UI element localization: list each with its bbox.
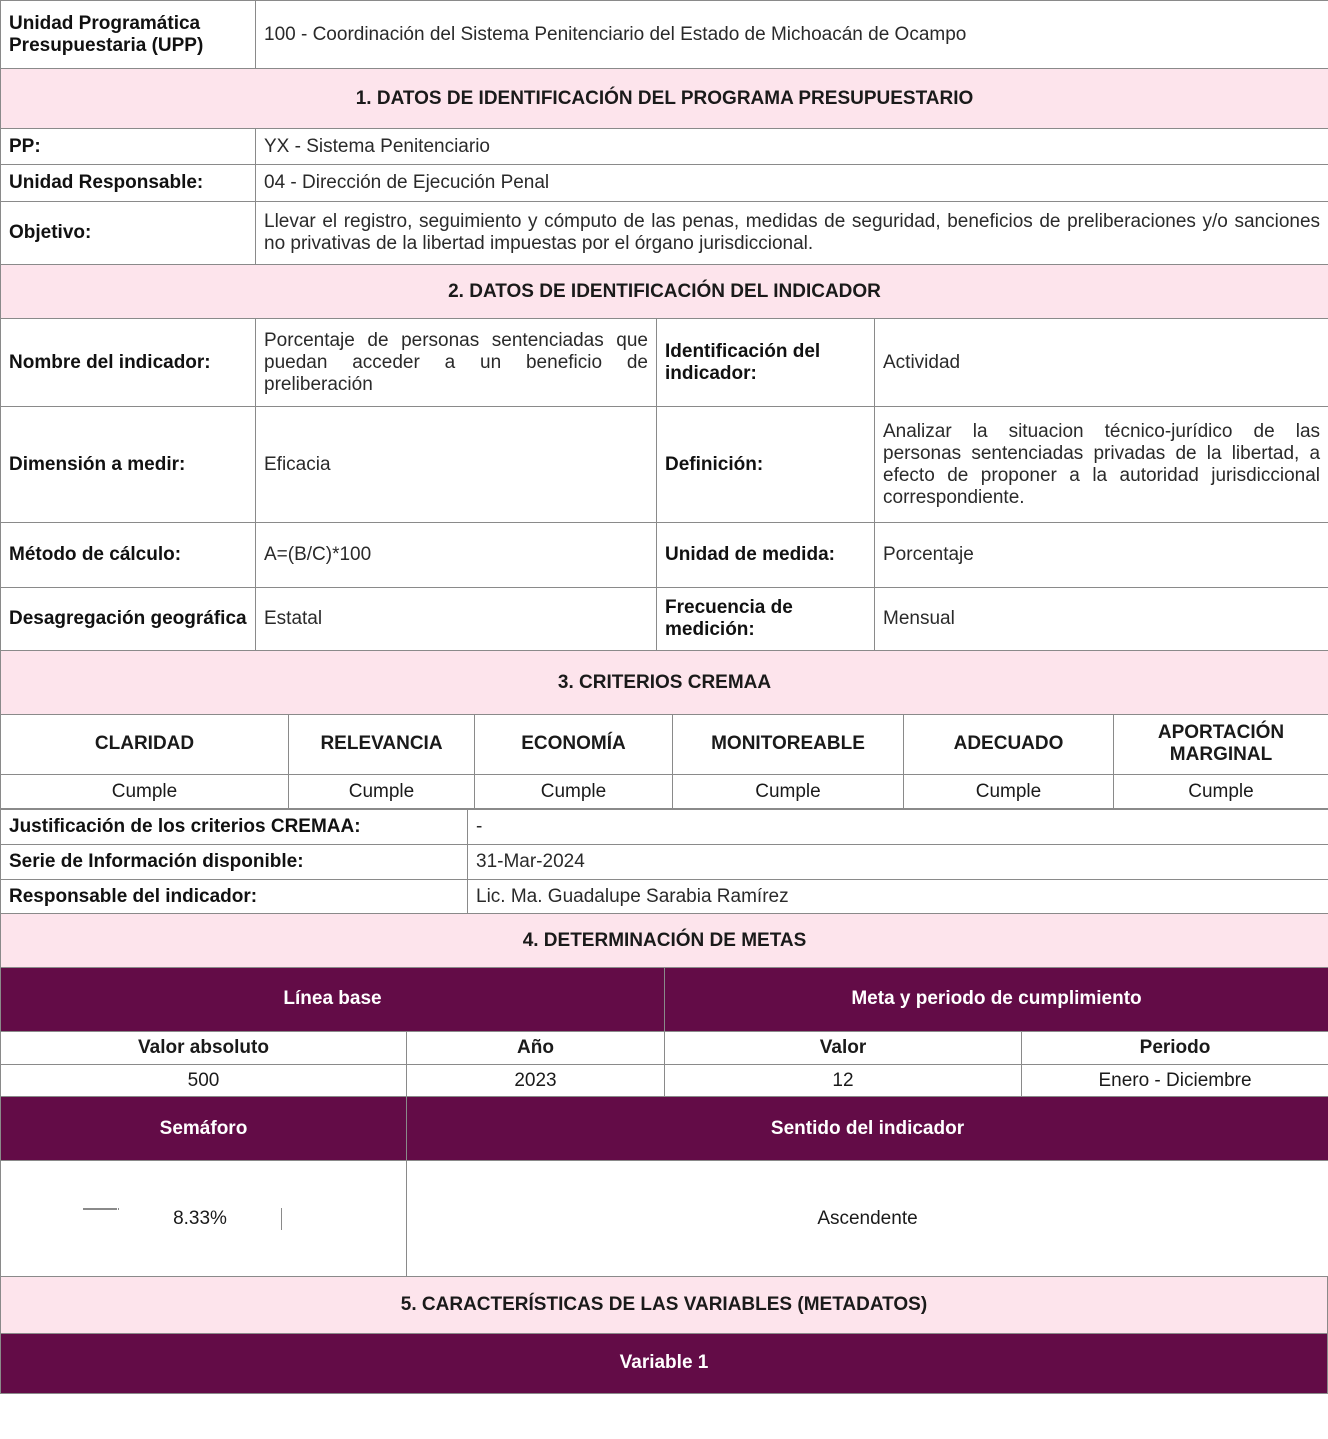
pp-label: PP: bbox=[1, 129, 256, 165]
section-4-title: 4. DETERMINACIÓN DE METAS bbox=[1, 914, 1328, 968]
valor-absoluto-label: Valor absoluto bbox=[1, 1031, 407, 1064]
cremaa-details-table bbox=[0, 808, 1328, 968]
identificacion-indicador-value: Actividad bbox=[875, 319, 1328, 407]
frecuencia-value: Mensual bbox=[875, 588, 1328, 651]
desagregacion-label: Desagregación geográfica bbox=[1, 588, 256, 651]
metodo-calculo-label: Método de cálculo: bbox=[1, 523, 256, 588]
variables-table bbox=[0, 1276, 1328, 1394]
dimension-value: Eficacia bbox=[256, 407, 657, 523]
serie-informacion-label: Serie de Información disponible: bbox=[1, 845, 468, 880]
sentido-header: Sentido del indicador bbox=[407, 1097, 1328, 1161]
responsable-indicador-label: Responsable del indicador: bbox=[1, 880, 468, 914]
metodo-calculo-value: A=(B/C)*100 bbox=[256, 523, 657, 588]
justificacion-label: Justificación de los criterios CREMAA: bbox=[1, 809, 468, 845]
valor-absoluto-value: 500 bbox=[1, 1064, 407, 1097]
variable-1-header: Variable 1 bbox=[1, 1333, 1328, 1393]
periodo-label: Periodo bbox=[1022, 1031, 1328, 1064]
sentido-value: Ascendente bbox=[407, 1161, 1328, 1277]
resultado-relevancia: Cumple bbox=[289, 774, 475, 809]
linea-base-header: Línea base bbox=[1, 967, 665, 1031]
unidad-responsable-value: 04 - Dirección de Ejecución Penal bbox=[256, 165, 1328, 202]
criterio-relevancia: RELEVANCIA bbox=[289, 714, 475, 774]
section-2-title: 2. DATOS DE IDENTIFICACIÓN DEL INDICADOR bbox=[1, 265, 1328, 319]
resultado-economia: Cumple bbox=[475, 774, 673, 809]
responsable-indicador-value: Lic. Ma. Guadalupe Sarabia Ramírez bbox=[468, 880, 1328, 914]
criterio-adecuado: ADECUADO bbox=[904, 714, 1114, 774]
resultado-adecuado: Cumple bbox=[904, 774, 1114, 809]
unidad-medida-value: Porcentaje bbox=[875, 523, 1328, 588]
upp-label: Unidad Programática Presupuestaria (UPP) bbox=[1, 1, 256, 69]
resultado-claridad: Cumple bbox=[1, 774, 289, 809]
definicion-label: Definición: bbox=[657, 407, 875, 523]
frecuencia-label: Frecuencia de medición: bbox=[657, 588, 875, 651]
unidad-responsable-label: Unidad Responsable: bbox=[1, 165, 256, 202]
criterio-economia: ECONOMÍA bbox=[475, 714, 673, 774]
nombre-indicador-label: Nombre del indicador: bbox=[1, 319, 256, 407]
resultado-aportacion-marginal: Cumple bbox=[1114, 774, 1328, 809]
anio-value: 2023 bbox=[407, 1064, 665, 1097]
upp-and-indicator-table bbox=[0, 0, 1328, 715]
upp-row bbox=[1, 1, 1328, 69]
dimension-label: Dimensión a medir: bbox=[1, 407, 256, 523]
desagregacion-value: Estatal bbox=[256, 588, 657, 651]
valor-value: 12 bbox=[665, 1064, 1022, 1097]
upp-value: 100 - Coordinación del Sistema Penitenciario del Estado de Michoacán de Ocampo bbox=[256, 1, 1328, 69]
section-3-title: 3. CRITERIOS CREMAA bbox=[1, 651, 1328, 715]
semaforo-red-indicator bbox=[83, 1208, 117, 1210]
semaforo-value: 8.33% bbox=[119, 1208, 282, 1230]
semaforo-cell bbox=[1, 1161, 407, 1277]
unidad-medida-label: Unidad de medida: bbox=[657, 523, 875, 588]
identificacion-indicador-label: Identificación del indicador: bbox=[657, 319, 875, 407]
meta-periodo-header: Meta y periodo de cumplimiento bbox=[665, 967, 1328, 1031]
section-5-title: 5. CARACTERÍSTICAS DE LAS VARIABLES (METADATOS) bbox=[1, 1276, 1328, 1333]
objetivo-value: Llevar el registro, seguimiento y cómputo de las penas, medidas de seguridad, beneficios de preliberaciones y/o sanciones no privativas de la libertad impuestas por el órgano jurisdiccional. bbox=[256, 202, 1328, 265]
nombre-indicador-value: Porcentaje de personas sentenciadas que puedan acceder a un beneficio de preliberación bbox=[256, 319, 657, 407]
definicion-value: Analizar la situacion técnico-jurídico de las personas sentenciadas privadas de la libertad, a efecto de proponer a la autoridad jurisdiccional correspondiente. bbox=[875, 407, 1328, 523]
metas-table bbox=[0, 967, 1328, 1098]
semaforo-header: Semáforo bbox=[1, 1097, 407, 1161]
serie-informacion-value: 31-Mar-2024 bbox=[468, 845, 1328, 880]
valor-label: Valor bbox=[665, 1031, 1022, 1064]
justificacion-value: - bbox=[468, 809, 1328, 845]
objetivo-label: Objetivo: bbox=[1, 202, 256, 265]
section-1-title: 1. DATOS DE IDENTIFICACIÓN DEL PROGRAMA PRESUPUESTARIO bbox=[1, 69, 1328, 129]
criterio-claridad: CLARIDAD bbox=[1, 714, 289, 774]
semaforo-table bbox=[0, 1096, 1328, 1277]
periodo-value: Enero - Diciembre bbox=[1022, 1064, 1328, 1097]
criterio-monitoreable: MONITOREABLE bbox=[673, 714, 904, 774]
anio-label: Año bbox=[407, 1031, 665, 1064]
cremaa-table bbox=[0, 714, 1328, 810]
criterio-aportacion-marginal: APORTACIÓN MARGINAL bbox=[1114, 714, 1328, 774]
resultado-monitoreable: Cumple bbox=[673, 774, 904, 809]
pp-value: YX - Sistema Penitenciario bbox=[256, 129, 1328, 165]
